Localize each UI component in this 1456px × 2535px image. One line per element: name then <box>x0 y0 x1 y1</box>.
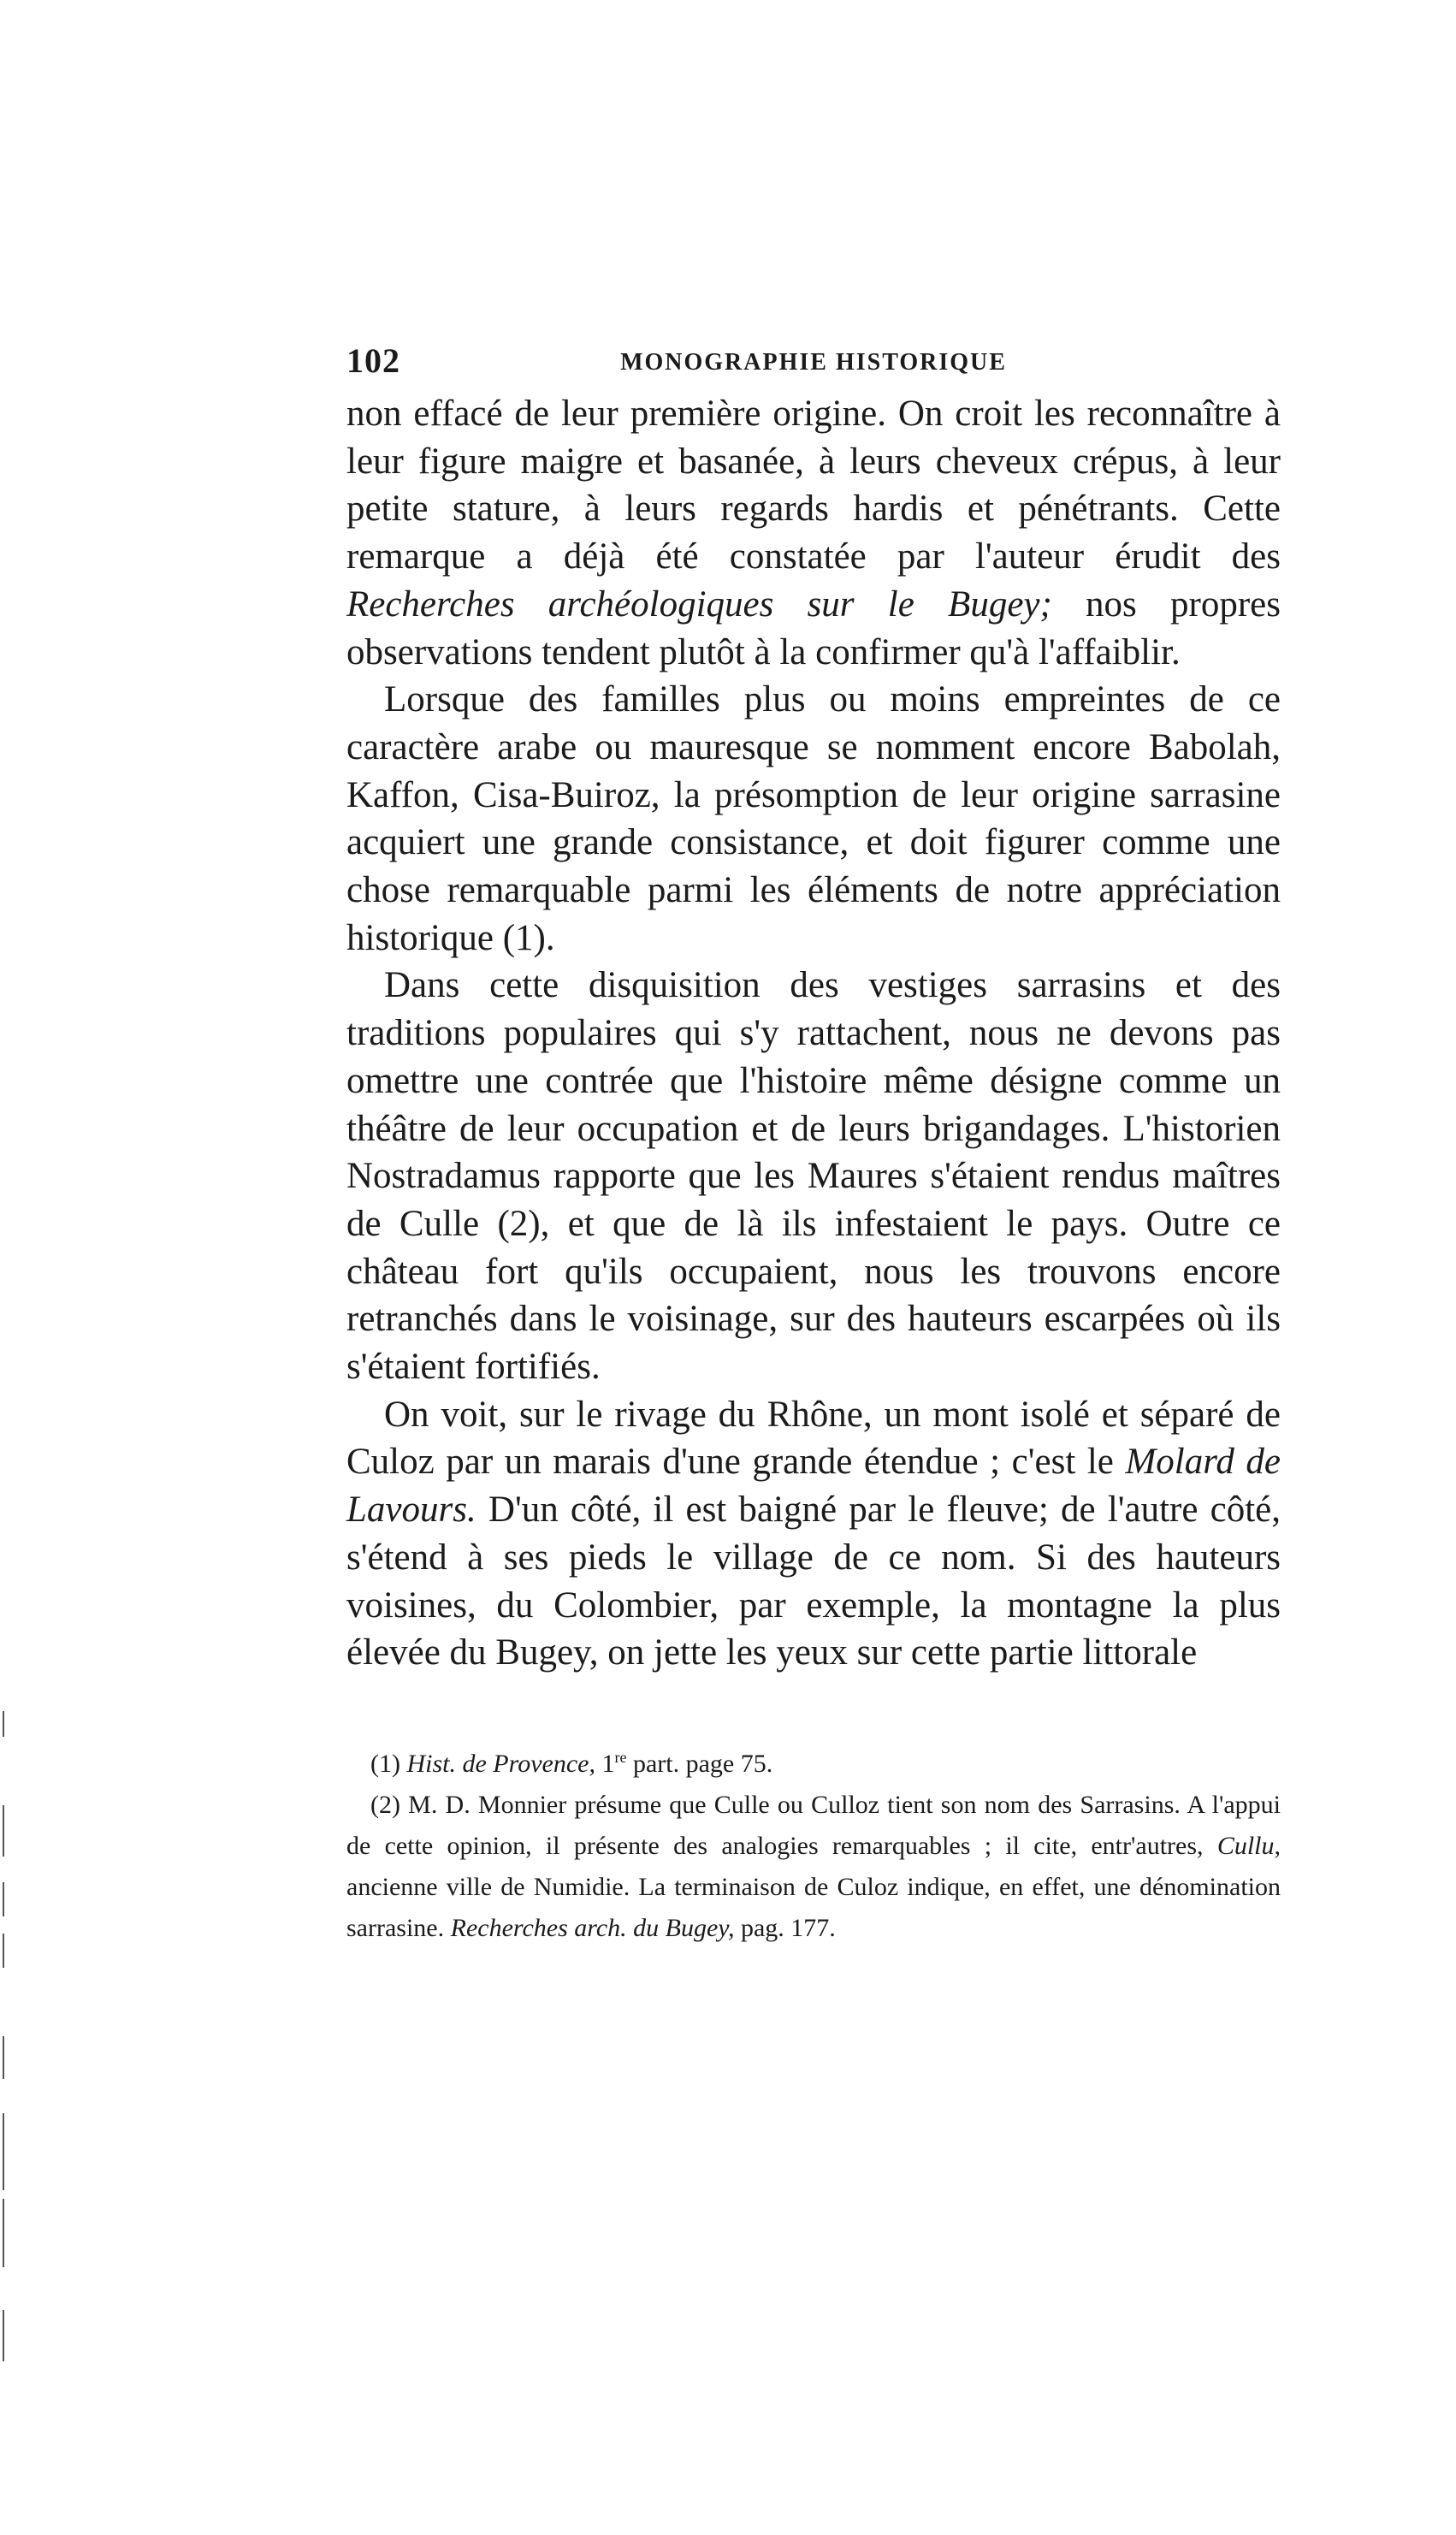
footnote-1 <box>346 1737 1281 1785</box>
text-run: ancienne ville de Numidie. La terminaison de Culoz indique, en effet, une dénomination sarrasine. <box>346 1873 1281 1942</box>
running-title: MONOGRAPHIE HISTORIQUE <box>620 349 1007 376</box>
margin-scan-marks <box>0 1711 14 2396</box>
italic-text: Molard de Lavours. <box>346 1442 1281 1531</box>
footnotes <box>346 1737 1281 1949</box>
text-run: non effacé de leur première origine. On croit les reconnaître à leur figure maigre et basanée, à leurs cheveux crépus, à leur petite stature, à leurs regards hardis et pénétrants. Cette remarque a déjà été constatée par l'auteur érudit des <box>346 394 1281 577</box>
italic-text: Cullu, <box>1216 1832 1281 1860</box>
italic-text: Recherches archéologiques sur le Bugey; <box>346 583 1052 625</box>
text-run: D'un côté, il est baigné par le fleuve; de l'autre côté, s'étend à ses pieds le village de ce nom. Si des hauteurs voisines, du Colombier, par exemple, la montagne la plus élevée du Bugey, on jette les yeux sur cette partie littorale <box>346 1490 1281 1673</box>
text-run: (1) <box>370 1750 407 1778</box>
text-run: part. page 75. <box>626 1750 773 1778</box>
text-run: On voit, sur le rivage du Rhône, un mont isolé et séparé de Culoz par un marais d'une grande étendue ; c'est le <box>346 1394 1281 1483</box>
text-run: nos propres observations tendent plutôt à la confirmer qu'à l'affaiblir. <box>346 583 1281 672</box>
paragraph-1 <box>346 390 1281 676</box>
text-run: Dans cette disquisition des vestiges sarrasins et des traditions populaires qui s'y rattachent, nous ne devons pas omettre une contrée que l'histoire même désigne comme un théâtre de leur occupation et de leurs brigandages. L'historien Nostradamus rapporte que les Maures s'étaient rendus maîtres de Culle (2), et que de là ils infestaient le pays. Outre ce château fort qu'ils occupaient, nous les trouvons encore retranchés dans le voisinage, sur des hauteurs escarpées où ils s'étaient fortifiés. <box>346 965 1281 1388</box>
superscript-text: re <box>614 1749 627 1766</box>
italic-text: Hist. de Provence, <box>406 1750 595 1778</box>
text-run: (2) M. D. Monnier présume que Culle ou Culloz tient son nom des Sarrasins. A l'appui de cette opinion, il présente des analogies remarquables ; il cite, entr'autres, <box>346 1791 1281 1860</box>
italic-text: Recherches arch. du Bugey, <box>450 1914 735 1942</box>
text-run: pag. 177. <box>734 1914 836 1942</box>
body-text <box>346 390 1281 1677</box>
footnote-2 <box>346 1785 1281 1949</box>
paragraph-2 <box>346 676 1281 962</box>
paragraph-4 <box>346 1391 1281 1677</box>
text-run: Lorsque des familles plus ou moins empreintes de ce caractère arabe ou mauresque se nomment encore Babolah, Kaffon, Cisa-Buiroz, la présomption de leur origine sarrasine acquiert une grande consistance, et doit figurer comme une chose remarquable parmi les éléments de notre appréciation historique (1). <box>346 679 1281 958</box>
page-number: 102 <box>346 341 400 380</box>
paragraph-3 <box>346 962 1281 1390</box>
page-header <box>346 341 1281 392</box>
text-run: 1 <box>595 1750 615 1778</box>
